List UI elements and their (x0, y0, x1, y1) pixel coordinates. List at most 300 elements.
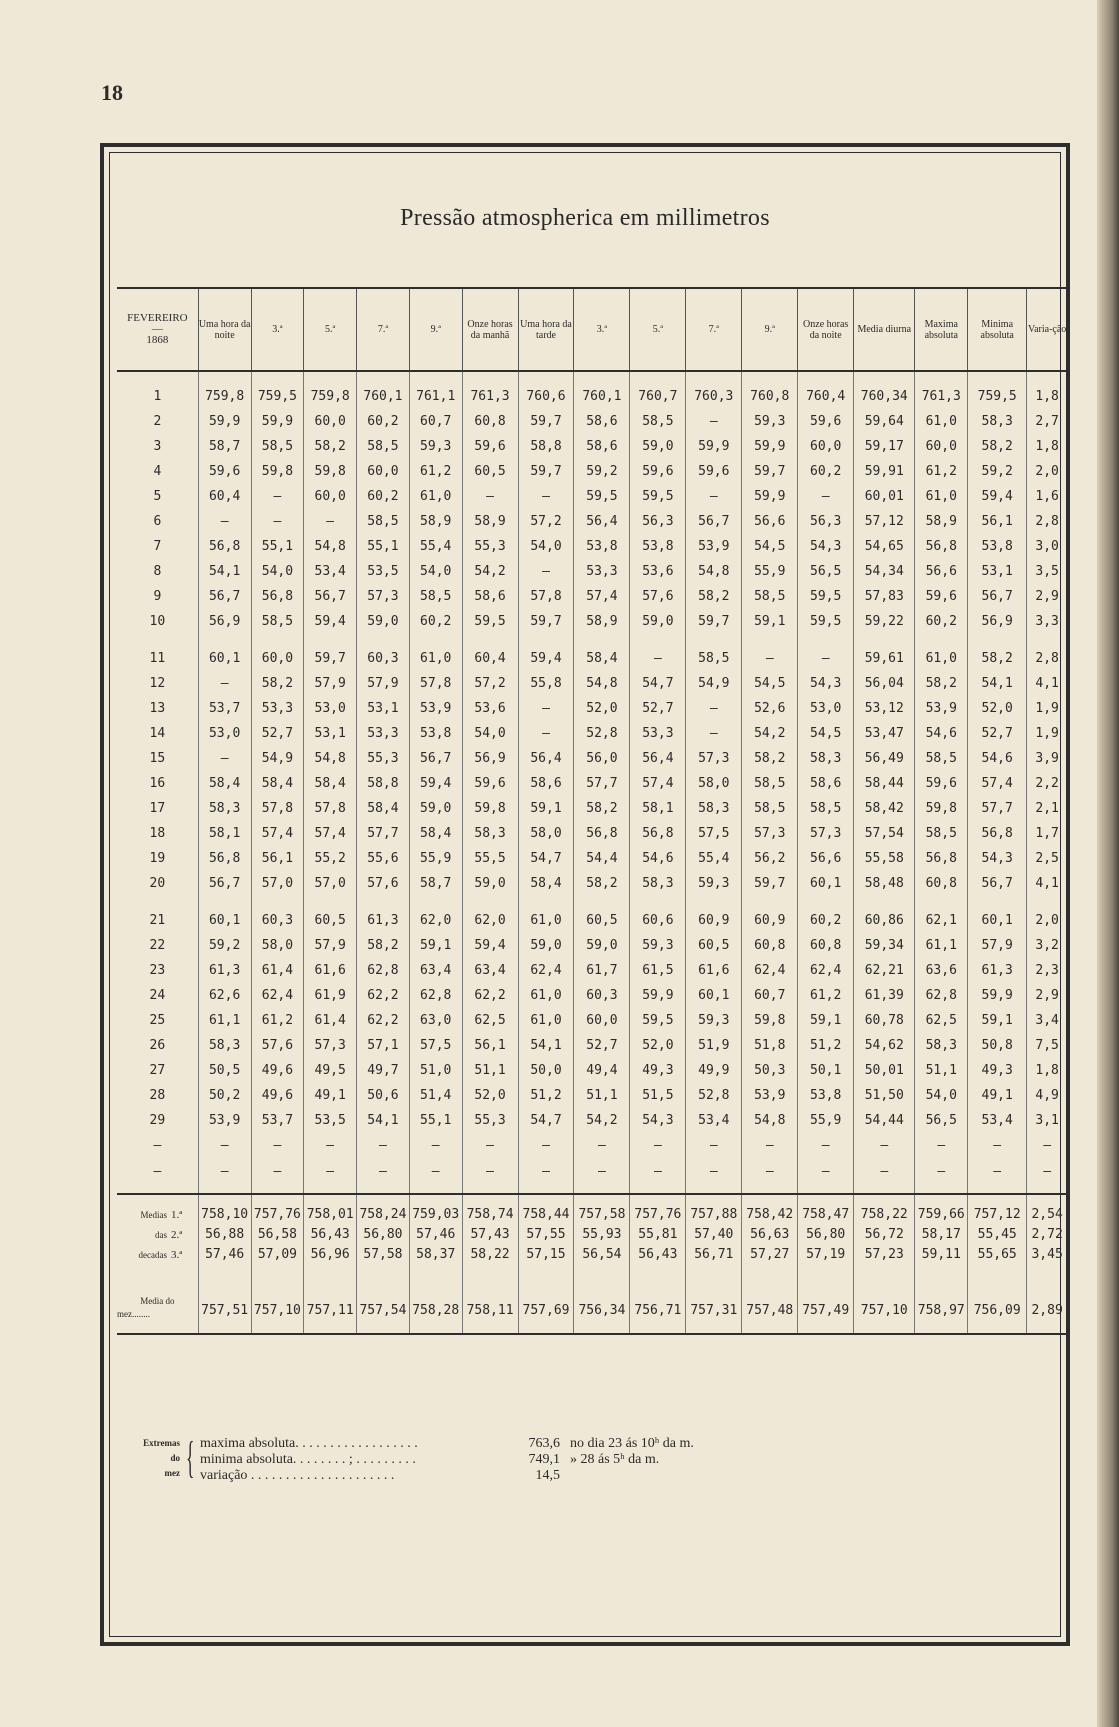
value-cell: 761,3 (462, 384, 518, 409)
spacer-cell (1027, 371, 1067, 384)
table-row (117, 721, 1067, 746)
value-cell: 761,1 (409, 384, 462, 409)
value-cell: — (686, 484, 742, 509)
month-mean-cell: 757,11 (304, 1265, 357, 1325)
table-row (117, 646, 1067, 671)
value-cell: 60,4 (198, 484, 251, 509)
dash-cell: — (518, 1133, 574, 1159)
value-cell: 59,0 (630, 434, 686, 459)
decade-index: 3.ª (171, 1249, 183, 1261)
value-cell: 57,83 (854, 584, 915, 609)
header-col: 7.ª (357, 288, 410, 371)
value-cell: 60,2 (798, 908, 854, 933)
month-mean-row (117, 1265, 1067, 1325)
value-cell: 60,8 (915, 871, 968, 896)
decade-mean-cell: 757,88 (686, 1194, 742, 1225)
value-cell: 63,6 (915, 958, 968, 983)
value-cell: 2,3 (1027, 958, 1067, 983)
value-cell: 49,5 (304, 1058, 357, 1083)
value-cell: 59,0 (357, 609, 410, 634)
month-mean-cell: 757,10 (251, 1265, 304, 1325)
spacer-cell (798, 1185, 854, 1194)
decade-mean-row (117, 1245, 1067, 1265)
value-cell: 58,2 (968, 434, 1027, 459)
value-cell: 57,0 (304, 871, 357, 896)
value-cell: 55,8 (518, 671, 574, 696)
value-cell: 58,44 (854, 771, 915, 796)
spacer-cell (968, 634, 1027, 646)
value-cell: 62,8 (357, 958, 410, 983)
spacer-cell (251, 1185, 304, 1194)
value-cell: 61,0 (409, 646, 462, 671)
value-cell: 55,9 (742, 559, 798, 584)
spacer-cell (409, 371, 462, 384)
value-cell: 60,0 (304, 484, 357, 509)
value-cell: 59,5 (574, 484, 630, 509)
value-cell: 2,8 (1027, 646, 1067, 671)
day-cell: 13 (149, 701, 166, 716)
value-cell: 59,22 (854, 609, 915, 634)
spacer-cell (251, 634, 304, 646)
day-cell: 4 (153, 464, 162, 479)
value-cell: 59,6 (198, 459, 251, 484)
value-cell: 760,7 (630, 384, 686, 409)
value-cell: 57,3 (742, 821, 798, 846)
decade-mean-cell: 56,54 (574, 1245, 630, 1265)
table-frame-inner (109, 152, 1067, 1637)
decade-mean-cell: 58,17 (915, 1225, 968, 1245)
month-mean-cell: 757,31 (686, 1265, 742, 1325)
value-cell: 54,5 (742, 671, 798, 696)
value-cell: 759,8 (198, 384, 251, 409)
value-cell: — (198, 509, 251, 534)
day-cell: 14 (149, 726, 166, 741)
value-cell: 56,8 (968, 821, 1027, 846)
value-cell: 759,8 (304, 384, 357, 409)
spacer-cell (630, 896, 686, 908)
header-col: Minima absoluta (968, 288, 1027, 371)
dash-cell: — (574, 1133, 630, 1159)
header-col: Varia-ção (1027, 288, 1067, 371)
extremes-row-min (200, 1452, 659, 1468)
spacer-cell (915, 896, 968, 908)
table-row (117, 384, 1067, 409)
value-cell: 59,7 (518, 409, 574, 434)
extremes-label-line2: do (170, 1453, 180, 1463)
value-cell: 56,7 (968, 871, 1027, 896)
value-cell: 58,0 (251, 933, 304, 958)
dash-cell: — (574, 1159, 630, 1185)
value-cell: 54,3 (798, 534, 854, 559)
value-cell: 61,0 (915, 409, 968, 434)
spacer-cell (742, 634, 798, 646)
value-cell: 53,6 (462, 696, 518, 721)
value-cell: 59,3 (742, 409, 798, 434)
spacer-cell (798, 1325, 854, 1334)
value-cell: 60,9 (686, 908, 742, 933)
spacer-cell (251, 896, 304, 908)
table-frame (100, 143, 1070, 1646)
value-cell: 60,9 (742, 908, 798, 933)
value-cell: 54,44 (854, 1108, 915, 1133)
value-cell: 61,0 (915, 646, 968, 671)
decade-mean-cell: 757,58 (574, 1194, 630, 1225)
value-cell: 54,2 (462, 559, 518, 584)
extremes-min-label: minima absoluta. . . . . . . . ; . . . . . . . . . (200, 1452, 416, 1467)
spacer-cell (915, 371, 968, 384)
value-cell: 1,9 (1027, 696, 1067, 721)
header-col: Uma hora da tarde (518, 288, 574, 371)
value-cell: 55,1 (251, 534, 304, 559)
separator-row (117, 1185, 1067, 1194)
decade-index: 2.ª (171, 1229, 183, 1241)
decade-label (117, 1225, 198, 1245)
spacer-cell (409, 1325, 462, 1334)
spacer-cell (574, 1325, 630, 1334)
value-cell: 60,2 (915, 609, 968, 634)
value-cell: 53,0 (198, 721, 251, 746)
value-cell: 760,34 (854, 384, 915, 409)
spacer-cell (630, 1325, 686, 1334)
value-cell: 58,3 (198, 796, 251, 821)
extremes-min-note: » 28 ás 5ʰ da m. (570, 1452, 660, 1467)
day-cell: 12 (149, 676, 166, 691)
value-cell: 60,7 (742, 983, 798, 1008)
decade-mean-cell: 57,46 (409, 1225, 462, 1245)
value-cell: 57,8 (251, 796, 304, 821)
spacer-cell (798, 896, 854, 908)
spacer-cell (304, 1185, 357, 1194)
value-cell: 759,5 (968, 384, 1027, 409)
value-cell: 1,7 (1027, 821, 1067, 846)
spacer-cell (574, 1185, 630, 1194)
value-cell: 53,4 (686, 1108, 742, 1133)
value-cell: — (686, 409, 742, 434)
spacer-cell (518, 896, 574, 908)
header-col: Media diurna (854, 288, 915, 371)
value-cell: 58,5 (742, 771, 798, 796)
table-row (117, 696, 1067, 721)
value-cell: 58,42 (854, 796, 915, 821)
extremes-row-var (200, 1468, 570, 1484)
value-cell: 58,3 (798, 746, 854, 771)
value-cell: 54,7 (630, 671, 686, 696)
value-cell: — (798, 484, 854, 509)
table-row (117, 1058, 1067, 1083)
value-cell: 58,2 (574, 871, 630, 896)
decade-mean-cell: 57,23 (854, 1245, 915, 1265)
value-cell: 62,4 (742, 958, 798, 983)
value-cell: 54,7 (518, 846, 574, 871)
header-col: 9.ª (742, 288, 798, 371)
value-cell: 58,5 (742, 796, 798, 821)
value-cell: 53,3 (357, 721, 410, 746)
value-cell: 56,4 (630, 746, 686, 771)
dash-cell: — (153, 1164, 162, 1179)
value-cell: 61,0 (518, 1008, 574, 1033)
value-cell: 51,1 (462, 1058, 518, 1083)
value-cell: 54,4 (574, 846, 630, 871)
decade-mean-cell: 759,66 (915, 1194, 968, 1225)
value-cell: — (630, 646, 686, 671)
value-cell: 56,2 (742, 846, 798, 871)
dash-cell: — (518, 1159, 574, 1185)
value-cell: 54,1 (198, 559, 251, 584)
value-cell: 2,0 (1027, 908, 1067, 933)
value-cell: 59,5 (798, 584, 854, 609)
value-cell: 55,1 (357, 534, 410, 559)
value-cell: 58,4 (409, 821, 462, 846)
value-cell: 54,6 (968, 746, 1027, 771)
value-cell: 53,8 (409, 721, 462, 746)
dash-cell: — (198, 1159, 251, 1185)
value-cell: — (798, 646, 854, 671)
value-cell: 49,3 (630, 1058, 686, 1083)
value-cell: 57,3 (304, 1033, 357, 1058)
value-cell: 54,8 (574, 671, 630, 696)
value-cell: 58,1 (630, 796, 686, 821)
value-cell: 52,7 (968, 721, 1027, 746)
value-cell: 59,61 (854, 646, 915, 671)
value-cell: 58,7 (409, 871, 462, 896)
value-cell: 52,0 (574, 696, 630, 721)
value-cell: 58,5 (357, 509, 410, 534)
decade-mean-cell: 758,74 (462, 1194, 518, 1225)
value-cell: 59,8 (915, 796, 968, 821)
spacer-cell (462, 634, 518, 646)
spacer-cell (117, 1185, 198, 1194)
value-cell: 56,6 (915, 559, 968, 584)
value-cell: 54,8 (304, 746, 357, 771)
day-cell: 21 (149, 913, 166, 928)
value-cell: 53,9 (915, 696, 968, 721)
value-cell: 61,3 (198, 958, 251, 983)
value-cell: 54,9 (251, 746, 304, 771)
value-cell: 58,3 (630, 871, 686, 896)
value-cell: 53,6 (630, 559, 686, 584)
header-col: Uma hora da noite (198, 288, 251, 371)
table-row (117, 1008, 1067, 1033)
month-mean-cell: 757,51 (198, 1265, 251, 1325)
value-cell: 1,9 (1027, 721, 1067, 746)
table-row (117, 409, 1067, 434)
end-rule-row (117, 1325, 1067, 1334)
value-cell: 51,5 (630, 1083, 686, 1108)
value-cell: 60,7 (409, 409, 462, 434)
value-cell: 58,8 (518, 434, 574, 459)
value-cell: 759,5 (251, 384, 304, 409)
extremes-row-max (200, 1436, 694, 1452)
value-cell: 56,7 (304, 584, 357, 609)
day-cell: 16 (149, 776, 166, 791)
value-cell: 59,8 (742, 1008, 798, 1033)
value-cell: 51,9 (686, 1033, 742, 1058)
decade-mean-cell: 57,27 (742, 1245, 798, 1265)
value-cell: 59,0 (409, 796, 462, 821)
value-cell: 58,5 (915, 821, 968, 846)
value-cell: 3,5 (1027, 559, 1067, 584)
value-cell: 58,3 (968, 409, 1027, 434)
value-cell: 57,5 (409, 1033, 462, 1058)
decade-mean-cell: 57,15 (518, 1245, 574, 1265)
value-cell: 57,5 (686, 821, 742, 846)
value-cell: 53,3 (630, 721, 686, 746)
month-mean-cell: 756,34 (574, 1265, 630, 1325)
value-cell: 760,8 (742, 384, 798, 409)
value-cell: 55,58 (854, 846, 915, 871)
value-cell: 60,1 (198, 646, 251, 671)
value-cell: 53,3 (251, 696, 304, 721)
day-cell: 10 (149, 614, 166, 629)
day-cell: 8 (153, 564, 162, 579)
extremes-min-value: 749,1 (528, 1452, 560, 1467)
value-cell: 59,0 (462, 871, 518, 896)
value-cell: 57,2 (462, 671, 518, 696)
value-cell: 58,3 (462, 821, 518, 846)
value-cell: 51,50 (854, 1083, 915, 1108)
spacer-cell (198, 1185, 251, 1194)
table-row (117, 746, 1067, 771)
value-cell: 54,1 (518, 1033, 574, 1058)
dash-cell: — (915, 1159, 968, 1185)
value-cell: 59,2 (198, 933, 251, 958)
value-cell: 56,8 (251, 584, 304, 609)
dash-cell: — (198, 1133, 251, 1159)
spacer-row (117, 371, 1067, 384)
value-cell: 58,9 (915, 509, 968, 534)
extremes-label-line3: mez (164, 1468, 180, 1478)
dash-cell: — (1027, 1159, 1067, 1185)
value-cell: 58,4 (518, 871, 574, 896)
value-cell: 56,9 (198, 609, 251, 634)
decade-gap-row (117, 634, 1067, 646)
value-cell: 60,5 (462, 459, 518, 484)
dash-cell: — (409, 1133, 462, 1159)
value-cell: 59,6 (462, 434, 518, 459)
value-cell: 50,5 (198, 1058, 251, 1083)
value-cell: 62,8 (915, 983, 968, 1008)
value-cell: 53,47 (854, 721, 915, 746)
value-cell: 53,8 (968, 534, 1027, 559)
value-cell: 760,1 (357, 384, 410, 409)
value-cell: 59,1 (518, 796, 574, 821)
dash-cell: — (251, 1133, 304, 1159)
dash-cell: — (854, 1133, 915, 1159)
value-cell: 58,5 (915, 746, 968, 771)
value-cell: 60,01 (854, 484, 915, 509)
value-cell: 56,8 (630, 821, 686, 846)
spacer-cell (198, 634, 251, 646)
decade-mean-cell: 57,43 (462, 1225, 518, 1245)
value-cell: 59,6 (798, 409, 854, 434)
value-cell: — (304, 509, 357, 534)
value-cell: 59,9 (251, 409, 304, 434)
value-cell: 62,21 (854, 958, 915, 983)
value-cell: 58,2 (357, 933, 410, 958)
value-cell: 51,1 (915, 1058, 968, 1083)
value-cell: 50,2 (198, 1083, 251, 1108)
value-cell: 56,5 (915, 1108, 968, 1133)
dash-cell: — (304, 1133, 357, 1159)
value-cell: 761,3 (915, 384, 968, 409)
value-cell: 54,6 (630, 846, 686, 871)
value-cell: 4,1 (1027, 871, 1067, 896)
decade-mean-cell: 758,22 (854, 1194, 915, 1225)
value-cell: 54,3 (798, 671, 854, 696)
spacer-cell (304, 634, 357, 646)
value-cell: 51,2 (518, 1083, 574, 1108)
value-cell: 56,4 (574, 509, 630, 534)
value-cell: 760,6 (518, 384, 574, 409)
value-cell: 59,0 (518, 933, 574, 958)
dash-cell: — (968, 1159, 1027, 1185)
dash-cell: — (742, 1159, 798, 1185)
value-cell: 59,7 (742, 459, 798, 484)
spacer-cell (854, 371, 915, 384)
value-cell: 54,3 (968, 846, 1027, 871)
day-cell: 24 (149, 988, 166, 1003)
value-cell: 57,2 (518, 509, 574, 534)
value-cell: 54,8 (304, 534, 357, 559)
value-cell: 60,5 (574, 908, 630, 933)
value-cell: 58,5 (409, 584, 462, 609)
value-cell: 57,7 (968, 796, 1027, 821)
value-cell: 55,3 (462, 534, 518, 559)
value-cell: 57,3 (686, 746, 742, 771)
value-cell: 56,6 (742, 509, 798, 534)
day-cell: 3 (153, 439, 162, 454)
value-cell: 61,0 (518, 908, 574, 933)
value-cell: 56,3 (798, 509, 854, 534)
empty-row (117, 1133, 1067, 1159)
value-cell: 50,6 (357, 1083, 410, 1108)
value-cell: 57,4 (630, 771, 686, 796)
value-cell: 56,49 (854, 746, 915, 771)
table-row (117, 484, 1067, 509)
spacer-cell (968, 1185, 1027, 1194)
value-cell: 55,4 (686, 846, 742, 871)
value-cell: 58,2 (304, 434, 357, 459)
header-col: 5.ª (630, 288, 686, 371)
spacer-cell (117, 1325, 198, 1334)
extremes-max-value: 763,6 (528, 1436, 560, 1451)
spacer-cell (117, 896, 198, 908)
value-cell: 58,2 (915, 671, 968, 696)
pressure-table (117, 287, 1067, 1335)
value-cell: 59,5 (630, 484, 686, 509)
value-cell: 58,4 (574, 646, 630, 671)
value-cell: 52,8 (686, 1083, 742, 1108)
value-cell: 61,0 (915, 484, 968, 509)
value-cell: 58,5 (798, 796, 854, 821)
spacer-cell (462, 896, 518, 908)
value-cell: 62,4 (798, 958, 854, 983)
value-cell: 54,65 (854, 534, 915, 559)
value-cell: 55,1 (409, 1108, 462, 1133)
value-cell: 59,7 (742, 871, 798, 896)
value-cell: 54,62 (854, 1033, 915, 1058)
value-cell: 58,5 (357, 434, 410, 459)
value-cell: 53,7 (198, 696, 251, 721)
value-cell: 54,0 (915, 1083, 968, 1108)
value-cell: 59,2 (968, 459, 1027, 484)
spacer-cell (915, 1325, 968, 1334)
decade-mean-cell: 758,42 (742, 1194, 798, 1225)
value-cell: 57,9 (304, 671, 357, 696)
value-cell: 60,2 (357, 484, 410, 509)
value-cell: 56,8 (198, 846, 251, 871)
value-cell: 2,7 (1027, 409, 1067, 434)
